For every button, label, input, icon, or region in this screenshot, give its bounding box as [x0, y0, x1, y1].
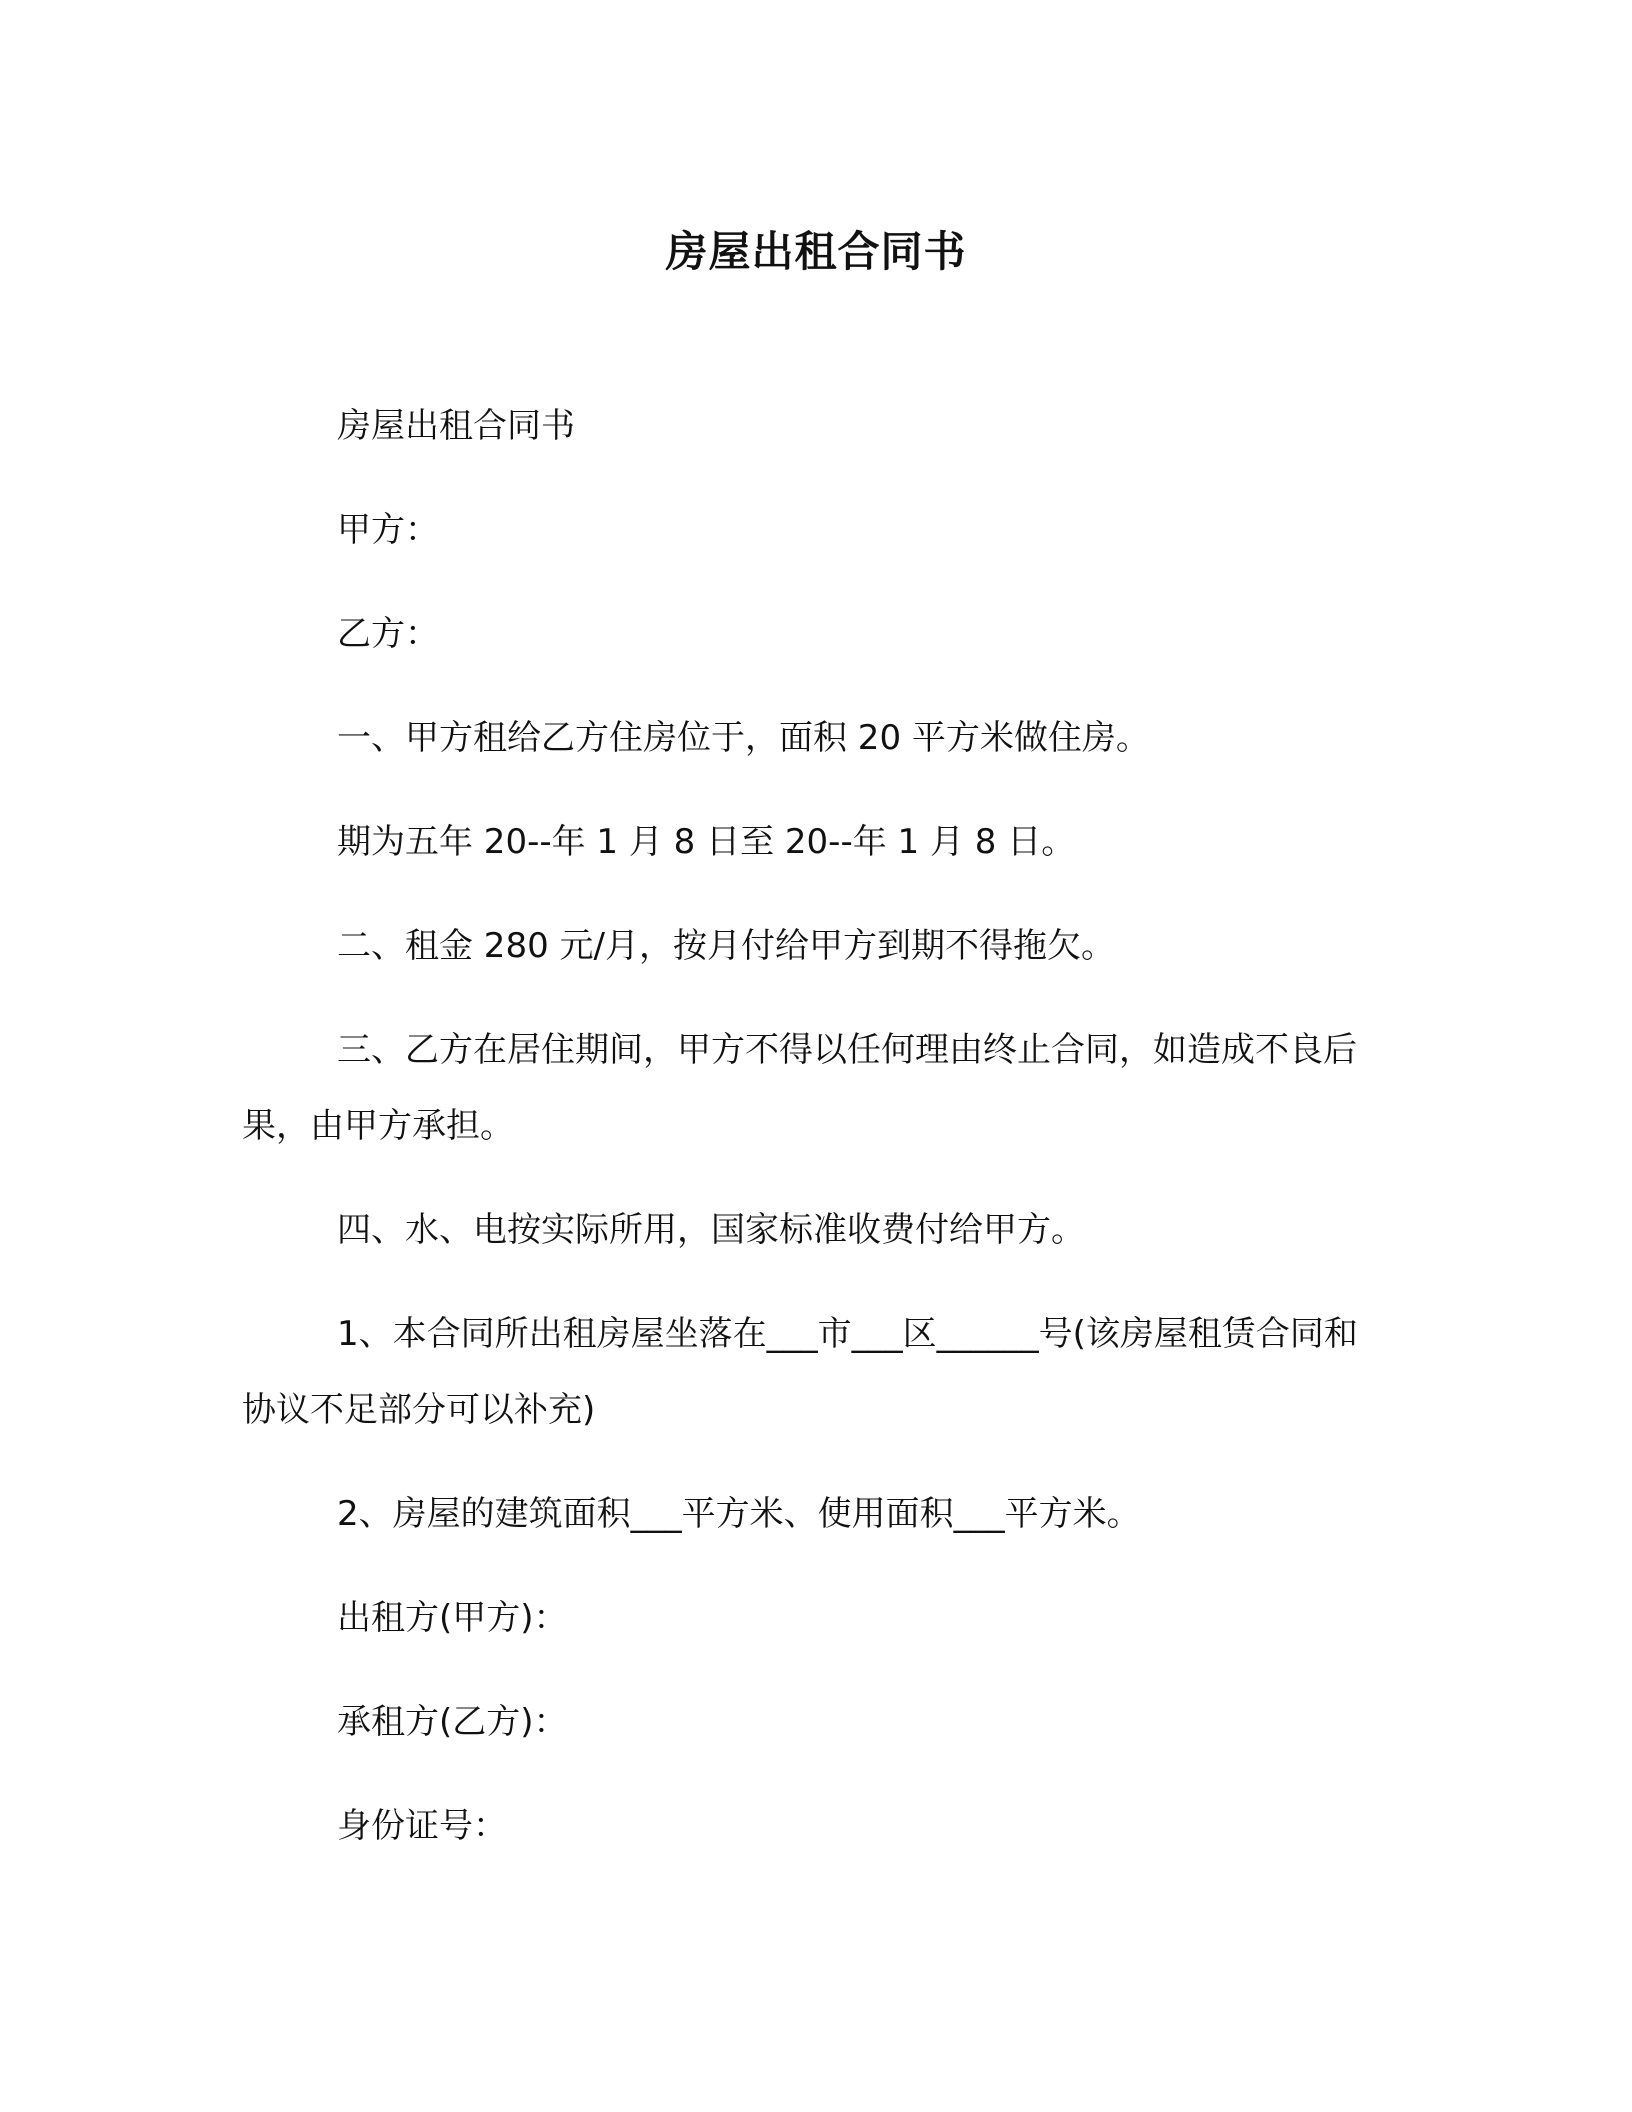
paragraph-lessor: 出租方(甲方)：	[337, 1598, 568, 1638]
paragraph-item-2: 2、房屋的建筑面积___平方米、使用面积___平方米。	[337, 1494, 1141, 1534]
document-title: 房屋出租合同书	[665, 227, 967, 276]
paragraph-lessee: 承租方(乙方)：	[337, 1702, 568, 1742]
paragraph-clause-1: 一、甲方租给乙方住房位于，面积 20 平方米做住房。	[337, 718, 1150, 758]
paragraph-clause-2: 二、租金 280 元/月，按月付给甲方到期不得拖欠。	[337, 926, 1115, 966]
paragraph-clause-3: 三、乙方在居住期间，甲方不得以任何理由终止合同，如造成不良后果，由甲方承担。	[242, 1030, 1357, 1146]
paragraph-party-a: 甲方：	[337, 510, 439, 550]
paragraph-party-b: 乙方：	[337, 614, 439, 654]
paragraph-item-1: 1、本合同所出租房屋坐落在___市___区______号(该房屋租赁合同和协议不足部分可以补充)	[242, 1314, 1358, 1430]
paragraph-id-number: 身份证号：	[337, 1806, 507, 1846]
document-body	[242, 388, 1390, 1892]
paragraph-term: 期为五年 20--年 1 月 8 日至 20--年 1 月 8 日。	[337, 822, 1076, 862]
paragraph-clause-4: 四、水、电按实际所用，国家标准收费付给甲方。	[337, 1210, 1085, 1250]
paragraph-subtitle: 房屋出租合同书	[337, 406, 575, 446]
